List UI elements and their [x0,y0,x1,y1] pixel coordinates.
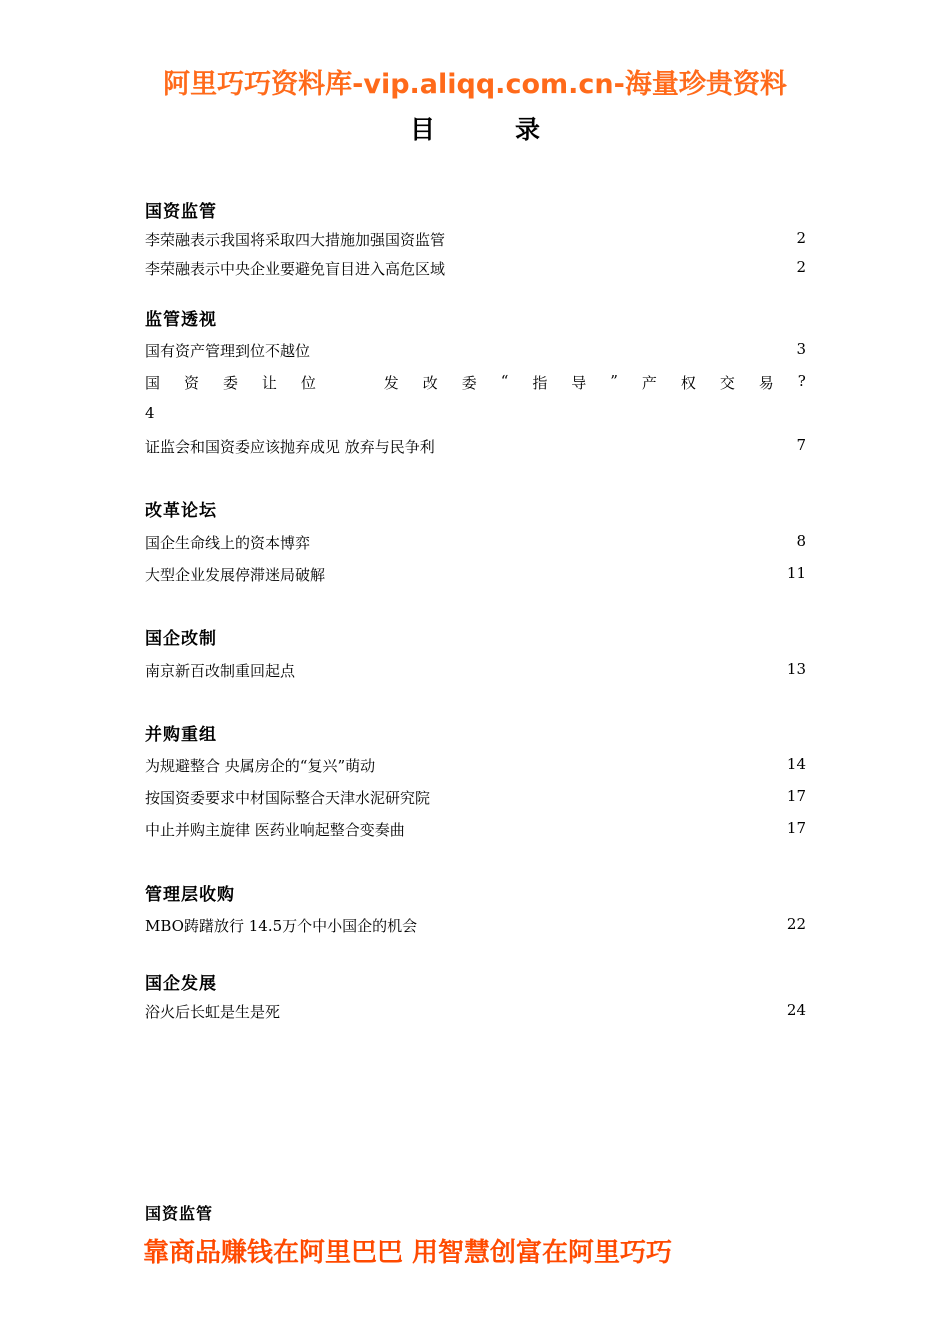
toc-entry[interactable] [145,532,806,553]
toc-entry[interactable] [145,787,806,808]
toc-entry-char: “ [500,372,509,390]
toc-entry[interactable] [145,755,806,776]
toc-entry[interactable] [145,915,806,936]
toc-entry-title: 南京新百改制重回起点 [145,662,296,680]
toc-entry-char: ” [610,372,618,390]
toc-entry-char: 位 [300,374,316,392]
toc-entry-char: 指 [532,374,548,392]
footer-section-heading: 国资监管 [145,1204,214,1223]
toc-entry-title: 国企生命线上的资本博弈 [145,534,311,552]
toc-entry[interactable] [145,819,806,840]
toc-entry-page: 11 [786,564,806,582]
watermark-banner-bottom: 靠商品赚钱在阿里巴巴 用智慧创富在阿里巧巧 [143,1238,673,1268]
toc-entry[interactable] [145,340,806,361]
section-heading-gaige-luntan: 改革论坛 [145,501,217,521]
toc-entry-char: 交 [719,374,735,392]
toc-entry-page: 13 [786,660,806,678]
toc-entry-title: 李荣融表示中央企业要避免盲目进入高危区域 [145,260,446,278]
toc-entry-char: 导 [571,374,587,392]
toc-entry-char: 权 [680,374,696,392]
toc-entry-title: 为规避整合 央属房企的“复兴”萌动 [145,757,376,775]
toc-entry-title: 浴火后长虹是生是死 [145,1003,281,1021]
page-title: 目录 [409,115,620,144]
section-heading-guoqi-gaizhi: 国企改制 [145,629,217,649]
toc-entry-page: 24 [786,1001,806,1019]
section-heading-guozi-jianguan: 国资监管 [145,202,217,222]
toc-entry-page: 8 [796,532,806,550]
toc-entry-char: 让 [261,374,277,392]
section-heading-guoqi-fazhan: 国企发展 [145,974,217,994]
toc-entry-gap [340,372,360,393]
toc-entry-char: 产 [641,374,657,392]
toc-entry-page: 7 [796,436,806,454]
toc-entry[interactable] [145,436,806,457]
toc-entry-spread-title[interactable] [145,372,806,393]
toc-entry-char: 资 [183,374,199,392]
toc-entry-char: 易 [758,374,774,392]
toc-entry-title: MBO踌躇放行 14.5万个中小国企的机会 [145,917,418,935]
toc-entry-page: 3 [796,340,806,358]
toc-entry-page: 4 [145,404,155,422]
toc-entry-char: 委 [222,374,238,392]
toc-entry-title: 按国资委要求中材国际整合天津水泥研究院 [145,789,431,807]
toc-entry-char: 改 [422,374,438,392]
toc-entry-page: 2 [796,258,806,276]
toc-entry-title: 中止并购主旋律 医药业响起整合变奏曲 [145,821,405,839]
toc-entry-char: ? [797,372,806,390]
toc-entry-page: 14 [786,755,806,773]
section-heading-guanliceng-shougou: 管理层收购 [145,885,235,905]
toc-entry[interactable] [145,1001,806,1022]
toc-entry-page: 17 [786,787,806,805]
toc-entry-char: 国 [145,374,161,392]
toc-entry-title: 李荣融表示我国将采取四大措施加强国资监管 [145,231,446,249]
toc-entry[interactable] [145,229,806,250]
toc-entry[interactable] [145,564,806,585]
toc-entry-title: 证监会和国资委应该抛弃成见 放弃与民争利 [145,438,435,456]
toc-entry-title: 国有资产管理到位不越位 [145,342,311,360]
toc-entry-char: 委 [461,374,477,392]
toc-entry[interactable] [145,660,806,681]
toc-entry-title: 大型企业发展停滞迷局破解 [145,566,326,584]
toc-entry-page: 2 [796,229,806,247]
watermark-banner-top: 阿里巧巧资料库-vip.aliqq.com.cn-海量珍贵资料 [163,69,787,100]
section-heading-binggou-chongzu: 并购重组 [145,725,217,745]
toc-entry-char: 发 [383,374,399,392]
toc-entry[interactable] [145,258,806,279]
toc-entry-page: 17 [786,819,806,837]
section-heading-jianguan-toushi: 监管透视 [145,310,217,330]
toc-entry-page: 22 [786,915,806,933]
